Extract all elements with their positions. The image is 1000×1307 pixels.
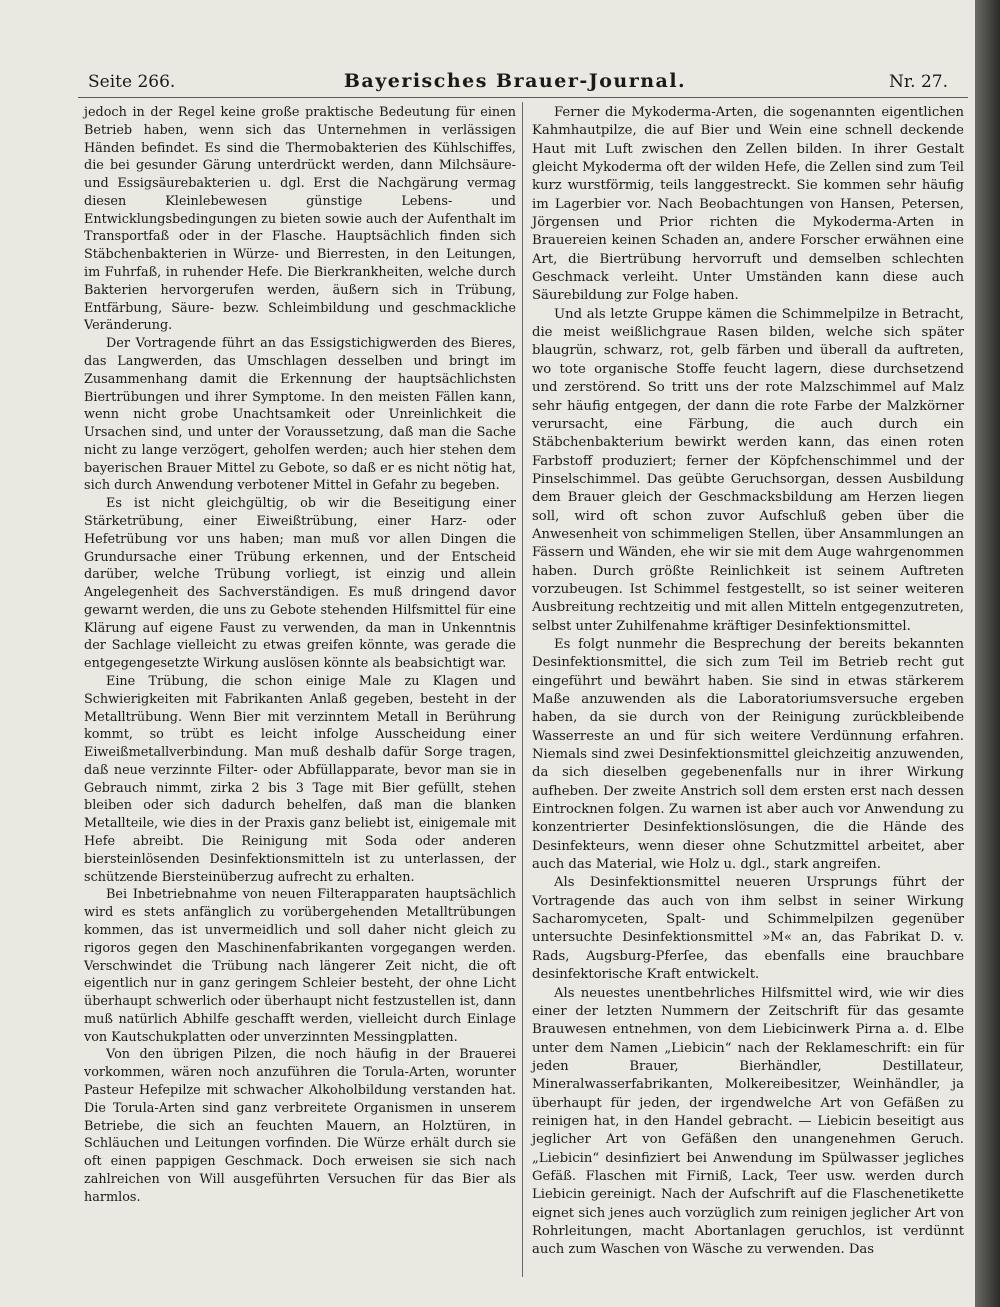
page-header — [70, 70, 960, 100]
paragraph: jedoch in der Regel keine große praktische Bedeutung für einen Betrieb haben, wenn sich das Unternehmen in verlässigen Händen befindet. Es sind die Thermobakterien des Kühlschiffes, die bei gesunder Gärung unterdrückt werden, dann Milchsäure- und Essigsäurebakterien u. dgl. Erst die Nachgärung vermag diesen Kleinlebewesen günstige Lebens- und Entwicklungsbedingungen zu bieten sowie auch der Aufenthalt im Transportfaß oder in der Flasche. Hauptsächlich finden sich Stäbchenbakterien in Würze- und Bierresten, in den Leitungen, im Fuhrfaß, in ruhender Hefe. Die Bierkrankheiten, welche durch Bakterien hervorgerufen werden, äußern sich in Trübung, Entfärbung, Säure- bezw. Schleimbildung und geschmackliche Veränderung. — [84, 105, 516, 334]
paragraph: Eine Trübung, die schon einige Male zu Klagen und Schwierigkeiten mit Fabrikanten Anlaß gegeben, besteht in der Metalltrübung. Wenn Bier mit verzinntem Metall in Berührung kommt, so trübt es leicht infolge Ausscheidung einer Eiweißmetallverbindung. Man muß deshalb dafür Sorge tragen, daß neue verzinnte Filter- oder Abfüllapparate, bevor man sie in Gebrauch nimmt, zirka 2 bis 3 Tage mit Bier gefüllt, stehen bleiben oder sich dadurch behelfen, daß man die blanken Metallteile, wie dies in der Praxis ganz beliebt ist, einigemale mit Hefe abreibt. Die Reinigung mit Soda oder anderen biersteinlösenden Desinfektionsmitteln ist zu unterlassen, der schützende Biersteinüberzug aufrecht zu erhalten. — [84, 674, 516, 885]
paragraph: Bei Inbetriebnahme von neuen Filterapparaten hauptsächlich wird es stets anfänglich zu vorübergehenden Metalltrübungen kommen, das ist unvermeidlich und soll daher nicht gleich zu rigoros gegen den Maschinenfabrikanten vorgegangen werden. Verschwindet die Trübung nach längerer Zeit nicht, die oft eigentlich nur in ganz geringem Schleier besteht, der ohne Licht überhaupt schwerlich oder überhaupt nicht festzustellen ist, dann muß natürlich Abhilfe geschafft werden, vielleicht durch Einlage von Kautschukplatten oder unverzinnten Messingplatten. — [84, 887, 516, 1045]
paragraph: Als neuestes unentbehrliches Hilfsmittel wird, wie wir dies einer der letzten Nummern der Zeitschrift für das gesamte Brauwesen entnehmen, von dem Liebicinwerk Pirna a. d. Elbe unter dem Namen „Liebicin“ nach der Reklameschrift: ein für jeden Brauer, Bierhändler, Destillateur, Mineralwasserfabrikanten, Molkereibesitzer, Weinhändler, ja überhaupt für jeden, der irgendwelche Art von Gefäßen zu reinigen hat, in den Handel gebracht. — Liebicin beseitigt aus jeglicher Art von Gefäßen den unangenehmen Geruch. „Liebicin“ desinfiziert bei Anwendung im Spülwasser jegliches Gefäß. Flaschen mit Firniß, Lack, Teer usw. werden durch Liebicin gereinigt. Nach der Aufschrift auf die Flaschenetikette eignet sich jenes auch vorzüglich zum reinigen jeglicher Art von Rohrleitungen, macht Abortanlagen geruchlos, ist verdünnt auch zum Waschen von Wäsche zu verwenden. Das — [532, 985, 964, 1258]
right-column — [532, 104, 964, 1260]
paragraph: Ferner die Mykoderma-Arten, die sogenannten eigentlichen Kahmhautpilze, die auf Bier und Wein eine schnell deckende Haut mit Luft zwischen den Zellen bilden. In ihrer Gestalt gleicht Mykoderma oft der wilden Hefe, die Zellen sind zum Teil kurz wurstförmig, teils langgestreckt. Sie kommen sehr häufig im Lagerbier vor. Nach Beobachtungen von Hansen, Petersen, Jörgensen und Prior richten die Mykoderma-Arten in Brauereien keinen Schaden an, andere Forscher erwähnen eine Art, die Biertrübung hervorruft und demselben schlechten Geschmack verleiht. Unter Umständen kann diese auch Säurebildung zur Folge haben. — [532, 105, 964, 304]
page-number: Seite 266. — [88, 72, 176, 92]
paragraph: Es folgt nunmehr die Besprechung der bereits bekannten Desinfektionsmittel, die sich zum Teil im Betrieb recht gut eingeführt und bewährt haben. Sie sind in etwas stärkerem Maße anzuwenden als die Laboratoriumsversuche ergeben haben, da sie durch von der Reinigung zurückbleibende Wasserreste an und für sich weitere Verdünnung erfahren. Niemals sind zwei Desinfektionsmittel gleichzeitig anzuwenden, da sich dieselben gegebenenfalls nur in ihrer Wirkung aufheben. Der zweite Anstrich soll dem ersten erst nach dessen Eintrocknen folgen. Zu warnen ist aber auch vor Anwendung zu konzentrierter Desinfektionslösungen, die die Hände des Desinfekteurs, wenn dieser ohne Schutzmittel arbeitet, aber auch das Material, wie Holz u. dgl., stark angreifen. — [532, 636, 964, 873]
issue-number: Nr. 27. — [889, 72, 948, 92]
paragraph: Und als letzte Gruppe kämen die Schimmelpilze in Betracht, die meist weißlichgraue Rasen bilden, welche sich später blaugrün, schwarz, rot, gelb färben und überall da auftreten, wo tote organische Stoffe feucht lagern, diese durchsetzend und zerstörend. So tritt uns der rote Malzschimmel auf Malz sehr häufig entgegen, der dann die rote Farbe der Malzkörner verursacht, eine Färbung, die auch durch ein Stäbchenbakterium bewirkt werden kann, das einen roten Farbstoff produziert; ferner der Köpfchenschimmel und der Pinselschimmel. Das geübte Geruchsorgan, dessen Ausbildung dem Brauer gleich der Geschmacksbildung am Herzen liegen soll, wird oft schon zuvor Aufschluß geben über die Anwesenheit von schimmeligen Stellen, über Ansammlungen an Fässern und Wänden, ehe wir sie mit dem Auge wahrgenommen haben. Durch größte Reinlichkeit ist seinem Auftreten vorzubeugen. Ist Schimmel festgestellt, so ist seiner weiteren Ausbreitung rechtzeitig und mit allen Mitteln entgegenzutreten, selbst unter Zuhilfenahme kräftiger Desinfektionsmittel. — [532, 306, 964, 634]
journal-title: Bayerisches Brauer-Journal. — [343, 70, 687, 92]
paragraph: Als Desinfektionsmittel neueren Ursprungs führt der Vortragende das auch von ihm selbst in seiner Wirkung Sacharomyceten, Spalt- und Schimmelpilzen gegenüber untersuchte Desinfektionsmittel »M« an, das Fabrikat D. v. Rads, Augsburg-Pferſee, das ebenfalls eine brauchbare desinfektorische Kraft entwickelt. — [532, 875, 964, 983]
column-divider — [522, 102, 523, 1277]
paragraph: Es ist nicht gleichgültig, ob wir die Beseitigung einer Stärketrübung, einer Eiweißtrübung, einer Harz- oder Hefetrübung vor uns haben; man muß vor allen Dingen die Grundursache einer Trübung erkennen, und der Entscheid darüber, welche Trübung vorliegt, ist einzig und allein Angelegenheit des Sachverständigen. Es muß dringend davor gewarnt werden, die uns zu Gebote stehenden Hilfsmittel für eine Klärung auf eigene Faust zu verwenden, da man in Unkenntnis der Sachlage vielleicht zu etwas greifen könnte, was gerade die entgegengesetzte Wirkung auslösen könnte als beabsichtigt war. — [84, 496, 516, 672]
paragraph: Der Vortragende führt an das Essigstichigwerden des Bieres, das Langwerden, das Umschlagen desselben und bringt im Zusammenhang damit die Erkennung der hauptsächlichsten Biertrübungen und ihrer Symptome. In den meisten Fällen kann, wenn nicht grobe Unachtsamkeit oder Unreinlichkeit die Ursachen sind, und unter der Voraussetzung, daß man die Sache nicht zu lange verzögert, geholfen werden; auch hier stehen dem bayerischen Brauer Mittel zu Gebote, so daß er es nicht nötig hat, sich durch Anwendung verbotener Mittel in Gefahr zu begeben. — [84, 336, 516, 494]
header-rule — [78, 97, 968, 98]
book-gutter — [975, 0, 1000, 1307]
paragraph: Von den übrigen Pilzen, die noch häufig in der Brauerei vorkommen, wären noch anzuführen die Torula-Arten, worunter Pasteur Hefepilze mit schwacher Alkoholbildung verstanden hat. Die Torula-Arten sind ganz verbreitete Organismen in unserem Betriebe, die sich an feuchten Mauern, an Holztüren, in Schläuchen und Leitungen vorfinden. Die Würze erhält durch sie oft einen pappigen Geschmack. Doch erweisen sie sich nach zahlreichen von Will ausgeführten Versuchen für das Bier als harmlos. — [84, 1047, 516, 1205]
left-column — [84, 104, 516, 1206]
